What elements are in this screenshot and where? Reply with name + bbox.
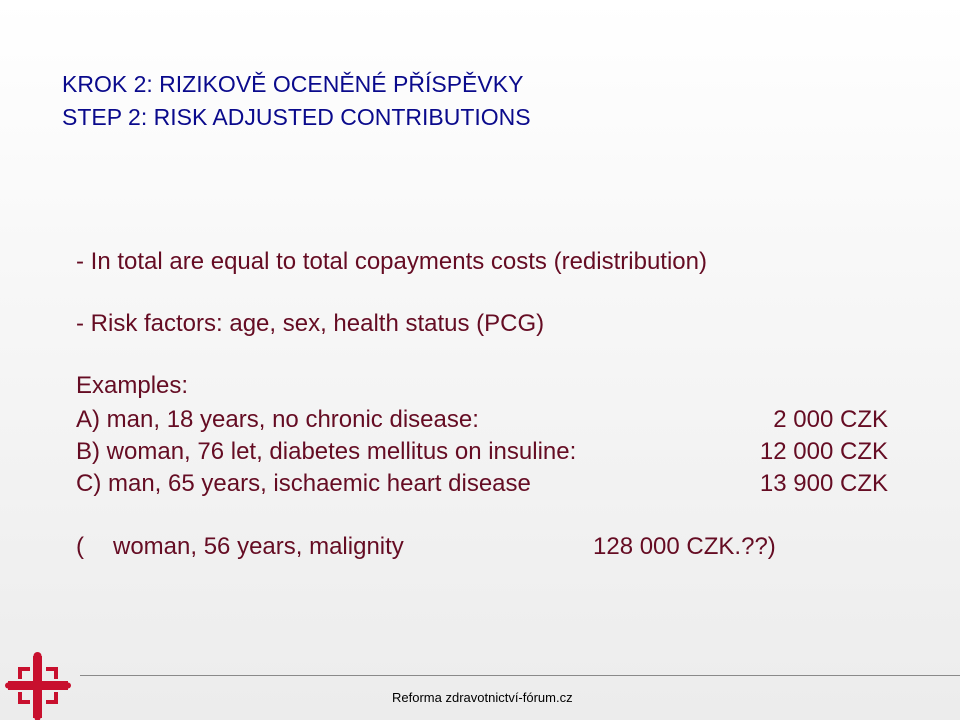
example-amount: 12 000 CZK xyxy=(759,438,888,465)
examples-label: Examples: xyxy=(76,372,189,399)
example-row-b xyxy=(76,438,888,468)
slide-title-czech: KROK 2: RIZIKOVĚ OCENĚNÉ PŘÍSPĚVKY xyxy=(62,71,524,97)
footer-source: Reforma zdravotnictví-fórum.cz xyxy=(392,690,573,705)
note-amount: 128 000 CZK.??) xyxy=(593,533,776,560)
example-row-a xyxy=(76,406,888,436)
red-cross-logo-icon xyxy=(2,652,74,720)
example-description: A) man, 18 years, no chronic disease: xyxy=(76,406,479,433)
footer-divider xyxy=(80,675,960,676)
slide-title-english: STEP 2: RISK ADJUSTED CONTRIBUTIONS xyxy=(62,104,531,130)
note-open-paren: ( xyxy=(76,533,84,560)
example-amount: 13 900 CZK xyxy=(759,470,888,497)
bullet-total-equal: - In total are equal to total copayments costs (redistribution) xyxy=(76,248,707,275)
example-row-c xyxy=(76,470,888,500)
note-description: woman, 56 years, malignity xyxy=(113,533,404,560)
example-description: B) woman, 76 let, diabetes mellitus on insuline: xyxy=(76,438,577,465)
example-description: C) man, 65 years, ischaemic heart disease xyxy=(76,470,531,497)
example-amount: 2 000 CZK xyxy=(773,406,888,433)
bullet-risk-factors: - Risk factors: age, sex, health status (PCG) xyxy=(76,310,545,337)
